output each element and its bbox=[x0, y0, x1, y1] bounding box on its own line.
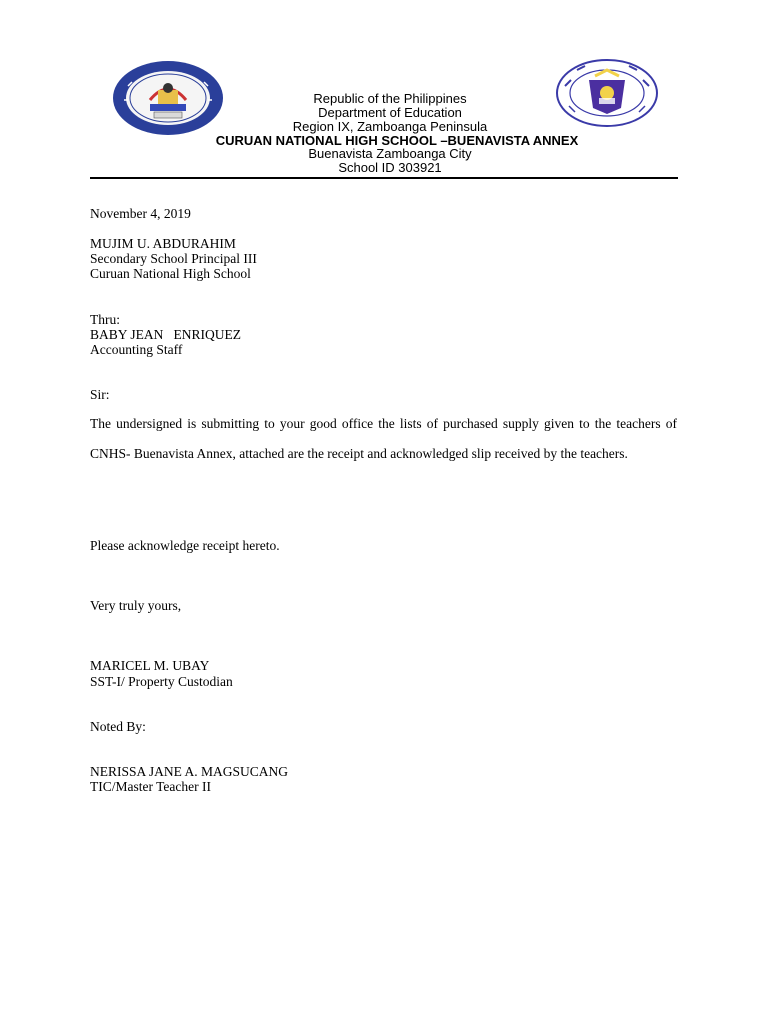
noted-label: Noted By: bbox=[90, 719, 146, 734]
header-school-name: CURUAN NATIONAL HIGH SCHOOL –BUENAVISTA ANNEX bbox=[215, 133, 579, 148]
thru-title: Accounting Staff bbox=[90, 342, 183, 357]
salutation: Sir: bbox=[90, 387, 110, 402]
recipient-school: Curuan National High School bbox=[90, 266, 251, 281]
header-divider bbox=[90, 177, 678, 179]
sender-name: MARICEL M. UBAY bbox=[90, 658, 210, 673]
noted-title: TIC/Master Teacher II bbox=[90, 779, 211, 794]
closing: Very truly yours, bbox=[90, 598, 182, 613]
header-republic: Republic of the Philippines bbox=[313, 91, 467, 106]
thru-name: BABY JEAN ENRIQUEZ bbox=[90, 327, 241, 342]
request-line: Please acknowledge receipt hereto. bbox=[90, 538, 280, 553]
letter-date: November 4, 2019 bbox=[90, 206, 191, 221]
thru-label: Thru: bbox=[90, 312, 120, 327]
sender-title: SST-I/ Property Custodian bbox=[90, 674, 233, 689]
recipient-title: Secondary School Principal III bbox=[90, 251, 257, 266]
header-region: Region IX, Zamboanga Peninsula bbox=[292, 119, 488, 134]
header-department: Department of Education bbox=[318, 105, 462, 120]
letter-body-paragraph: The undersigned is submitting to your good office the lists of purchased supply given to the teachers of CNHS- Buenavista Annex, attached are the receipt and acknowledged slip received by the teachers. bbox=[90, 416, 677, 461]
header-city: Buenavista Zamboanga City bbox=[308, 146, 472, 161]
header-school-id: School ID 303921 bbox=[338, 160, 442, 175]
recipient-name: MUJIM U. ABDURAHIM bbox=[90, 236, 236, 251]
noted-name: NERISSA JANE A. MAGSUCANG bbox=[90, 764, 289, 779]
